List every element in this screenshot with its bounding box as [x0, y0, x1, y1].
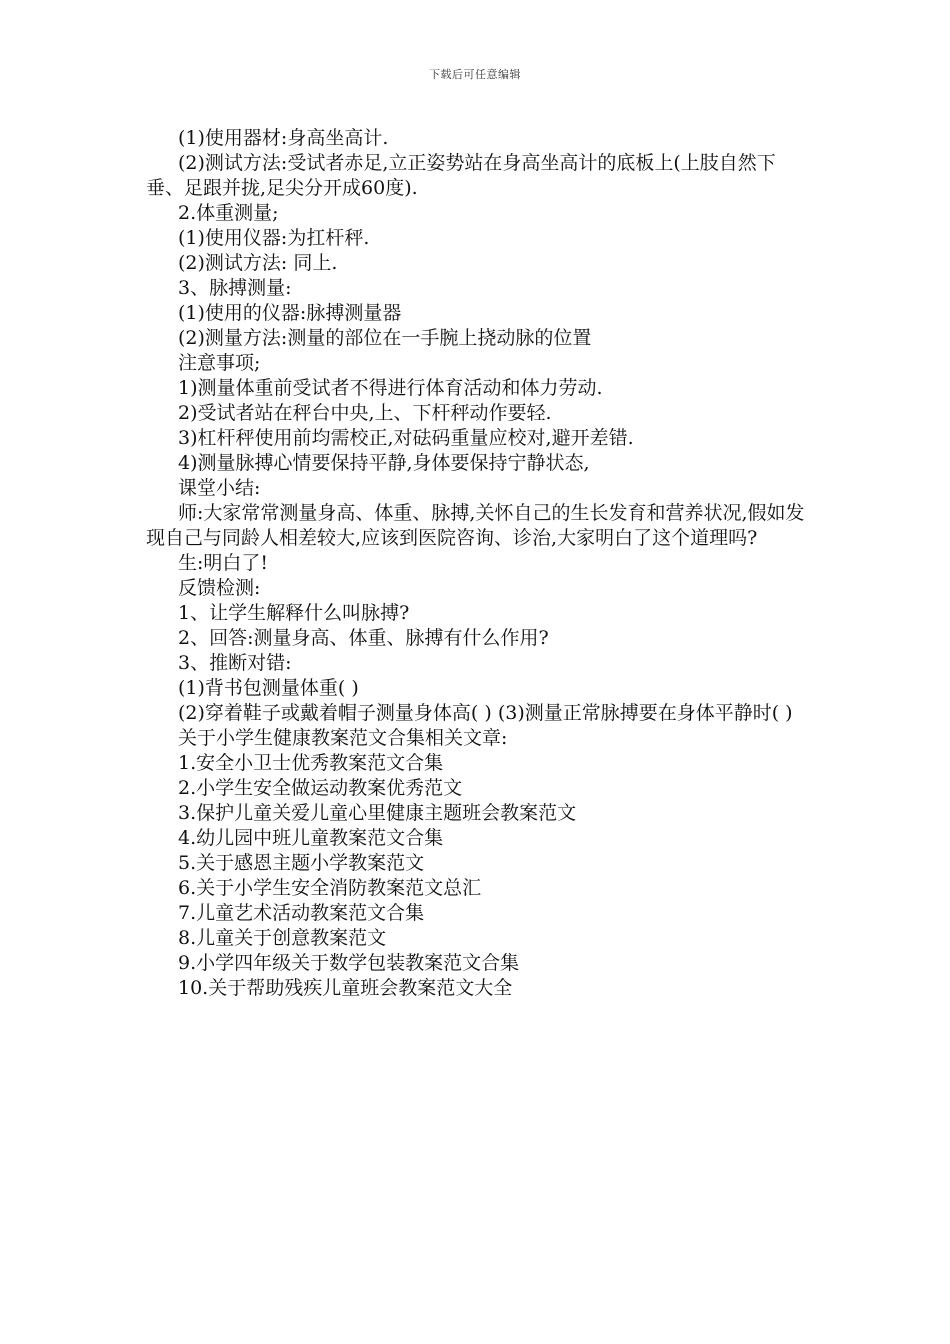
- body-paragraph: 2、回答:测量身高、体重、脉搏有什么作用?: [178, 627, 549, 649]
- body-paragraph: 3、脉搏测量:: [178, 277, 292, 299]
- related-article-link[interactable]: 1.安全小卫士优秀教案范文合集: [178, 752, 444, 774]
- body-paragraph: (2)穿着鞋子或戴着帽子测量身体高( ) (3)测量正常脉搏要在身体平静时( ): [178, 702, 793, 724]
- body-paragraph: (2)测量方法:测量的部位在一手腕上挠动脉的位置: [178, 327, 592, 349]
- related-article-link[interactable]: 10.关于帮助残疾儿童班会教案范文大全: [178, 977, 513, 999]
- related-article-link[interactable]: 7.儿童艺术活动教案范文合集: [178, 902, 425, 924]
- body-paragraph: (1)使用器材:身高坐高计.: [178, 127, 389, 149]
- body-paragraph: 1、让学生解释什么叫脉搏?: [178, 602, 410, 624]
- body-paragraph: 2.体重测量;: [178, 202, 279, 224]
- body-paragraph: (1)背书包测量体重( ): [178, 677, 359, 699]
- body-paragraph: 生:明白了!: [178, 552, 269, 574]
- body-paragraph: 课堂小结:: [178, 477, 261, 499]
- body-paragraph: 反馈检测:: [178, 577, 261, 599]
- body-paragraph: (2)测试方法: 同上.: [178, 252, 338, 274]
- body-paragraph: 师:大家常常测量身高、体重、脉搏,关怀自己的生长发育和营养状况,假如发现自己与同龄人相差较大,应该到医院咨询、诊治,大家明白了这个道理吗?: [146, 502, 805, 549]
- related-article-link[interactable]: 4.幼儿园中班儿童教案范文合集: [178, 827, 444, 849]
- body-paragraph: (2)测试方法:受试者赤足,立正姿势站在身高坐高计的底板上(上肢自然下垂、足跟并拢,足尖分开成60度).: [146, 152, 776, 199]
- body-paragraph: 3)杠杆秤使用前均需校正,对砝码重量应校对,避开差错.: [178, 427, 634, 449]
- document-body: [146, 126, 810, 1001]
- related-article-link[interactable]: 5.关于感恩主题小学教案范文: [178, 852, 425, 874]
- related-article-link[interactable]: 2.小学生安全做运动教案优秀范文: [178, 777, 463, 799]
- body-paragraph: 注意事项;: [178, 352, 261, 374]
- body-paragraph: (1)使用的仪器:脉搏测量器: [178, 302, 402, 324]
- related-article-link[interactable]: 3.保护儿童关爱儿童心里健康主题班会教案范文: [178, 802, 577, 824]
- body-paragraph: 2)受试者站在秤台中央,上、下杆秤动作要轻.: [178, 402, 552, 424]
- body-paragraph: 3、推断对错:: [178, 652, 292, 674]
- body-paragraph: 1)测量体重前受试者不得进行体育活动和体力劳动.: [178, 377, 603, 399]
- body-paragraph: (1)使用仪器:为扛杆秤.: [178, 227, 370, 249]
- related-article-link[interactable]: 6.关于小学生安全消防教案范文总汇: [178, 877, 482, 899]
- related-article-link[interactable]: 9.小学四年级关于数学包装教案范文合集: [178, 952, 520, 974]
- related-article-link[interactable]: 8.儿童关于创意教案范文: [178, 927, 387, 949]
- related-articles-heading: 关于小学生健康教案范文合集相关文章:: [178, 727, 508, 749]
- page-header: 下载后可任意编辑: [429, 68, 521, 81]
- body-paragraph: 4)测量脉搏心情要保持平静,身体要保持宁静状态,: [178, 452, 590, 474]
